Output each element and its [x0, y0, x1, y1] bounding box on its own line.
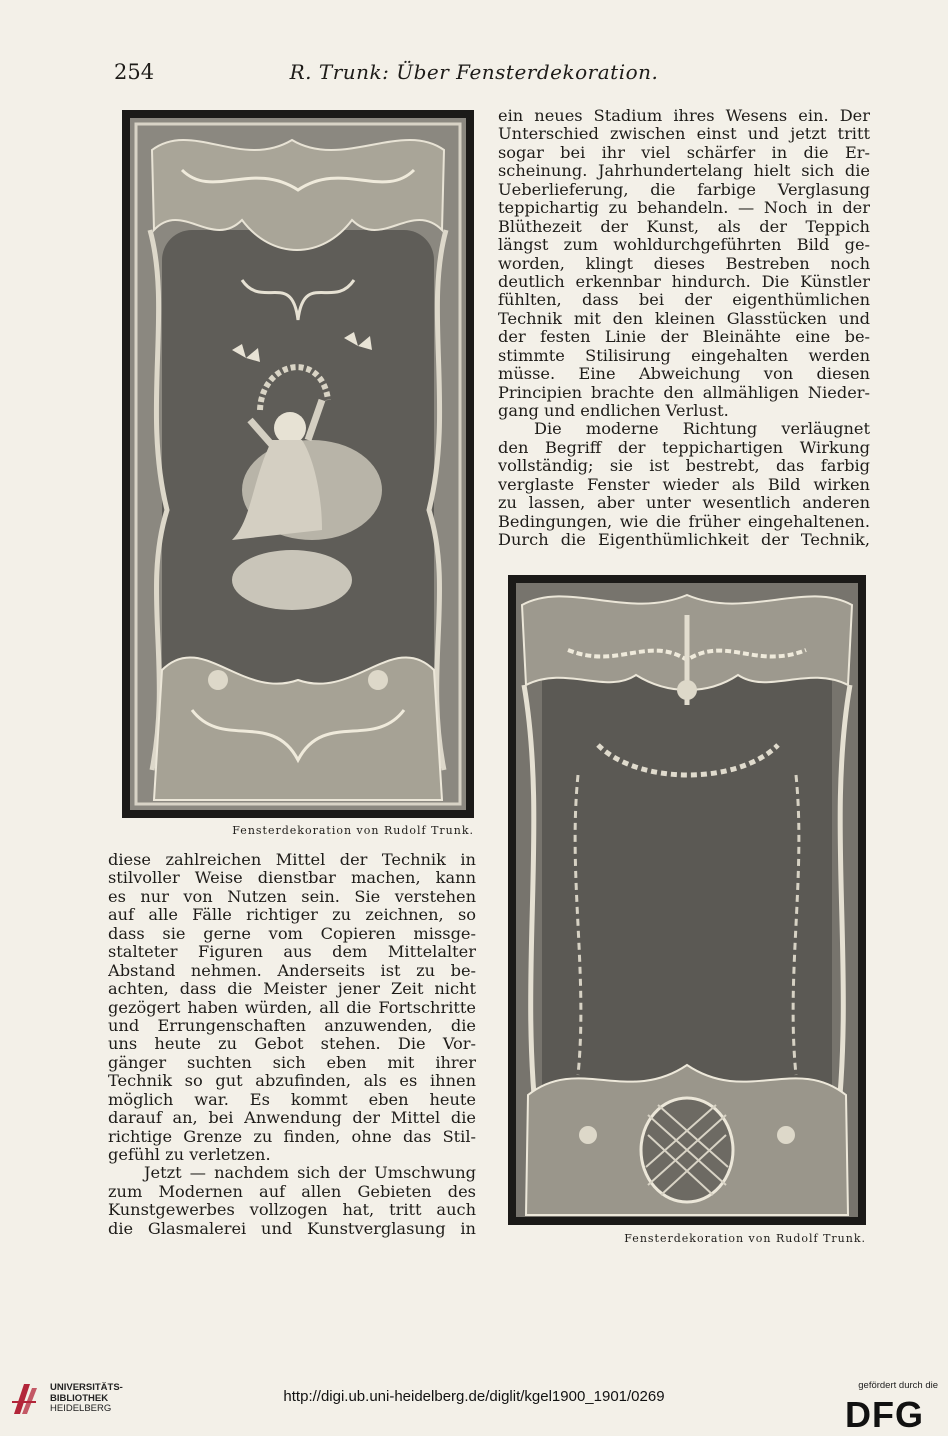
text-line: den Begriff der teppichartigen Wirkung [498, 438, 870, 457]
text-line: worden, klingt dieses Bestreben noch [498, 254, 870, 273]
text-line: richtige Grenze zu finden, ohne das Stil- [108, 1127, 476, 1146]
figure-right-window-decoration [508, 575, 866, 1225]
text-line: müsse. Eine Abweichung von diesen [498, 365, 870, 384]
text-line: vollständig; sie ist bestrebt, das farbig [498, 457, 870, 476]
text-line: Blüthezeit der Kunst, als der Teppich [498, 217, 870, 236]
text-line: die Glasmalerei und Kunstverglasung in [108, 1219, 476, 1238]
text-line: es nur von Nutzen sein. Sie verstehen [108, 887, 476, 906]
text-line: Ueberlieferung, die farbige Verglasung [498, 180, 870, 199]
right-plate-illustration [508, 575, 866, 1225]
text-line: deutlich erkennbar hindurch. Die Künstler [498, 272, 870, 291]
text-line: dass sie gerne vom Copieren missge- [108, 924, 476, 943]
library-line-1: UNIVERSITÄTS- [50, 1382, 123, 1393]
text-line: stimmte Stilisirung eingehalten werden [498, 346, 870, 365]
figure-right-caption: Fensterdekoration von Rudolf Trunk. [624, 1232, 866, 1245]
digital-object-url[interactable]: http://digi.ub.uni-heidelberg.de/diglit/kgel1900_1901/0269 [283, 1388, 665, 1405]
text-line: sogar bei ihr viel schärfer in die Er- [498, 143, 870, 162]
text-line: stilvoller Weise dienstbar machen, kann [108, 869, 476, 888]
text-line: Principien brachte den allmähligen Nieder- [498, 383, 870, 402]
text-line: auf alle Fälle richtiger zu zeichnen, so [108, 906, 476, 925]
text-line: Jetzt — nachdem sich der Umschwung [144, 1164, 476, 1183]
text-line: gänger suchten sich eben mit ihrer [108, 1053, 476, 1072]
figure-left-caption: Fensterdekoration von Rudolf Trunk. [232, 824, 474, 837]
text-line: diese zahlreichen Mittel der Technik in [108, 851, 476, 869]
text-line: fühlten, dass bei der eigenthümlichen [498, 291, 870, 310]
text-column-left [108, 851, 476, 1238]
text-line: längst zum wohldurchgeführten Bild ge- [498, 236, 870, 255]
text-line: Kunstgewerbes vollzogen hat, tritt auch [108, 1201, 476, 1220]
text-line: Technik so gut abzufinden, als es ihnen [108, 1072, 476, 1091]
text-line: zum Modernen auf allen Gebieten des [108, 1182, 476, 1201]
library-line-2: BIBLIOTHEK [50, 1392, 109, 1404]
library-line-3: HEIDELBERG [50, 1403, 112, 1414]
text-line: darauf an, bei Anwendung der Mittel die [108, 1109, 476, 1128]
text-line: Technik mit den kleinen Glasstücken und [498, 309, 870, 328]
text-line: stalteter Figuren aus dem Mittelalter [108, 943, 476, 962]
text-line: Durch die Eigenthümlichkeit der Technik, [498, 531, 870, 550]
text-line: und Errungenschaften anzuwenden, die [108, 1016, 476, 1035]
text-line: teppichartig zu behandeln. — Noch in der [498, 199, 870, 218]
text-line: Unterschied zwischen einst und jetzt tritt [498, 125, 870, 144]
figure-left-window-decoration [122, 110, 474, 818]
text-line: Abstand nehmen. Anderseits ist zu be- [108, 961, 476, 980]
text-line: gefühl zu verletzen. [108, 1146, 271, 1164]
text-line: der festen Linie der Bleinähte eine be- [498, 328, 870, 347]
left-plate-illustration [122, 110, 474, 818]
text-line: Bedingungen, wie die früher eingehaltenen. [498, 512, 870, 531]
dfg-logo[interactable]: DFG [845, 1394, 924, 1435]
text-line: gezögert haben würden, all die Fortschritte [108, 998, 476, 1017]
text-line: zu lassen, aber unter wesentlich anderen [498, 494, 870, 513]
text-line: Die moderne Richtung verläugnet [534, 420, 870, 439]
text-column-right [498, 107, 870, 550]
text-line: scheinung. Jahrhundertelang hielt sich die [498, 162, 870, 181]
text-line: uns heute zu Gebot stehen. Die Vor- [108, 1035, 476, 1054]
text-line: möglich war. Es kommt eben heute [108, 1090, 476, 1109]
text-line: verglaste Fenster wieder als Bild wirken [498, 475, 870, 494]
running-title: R. Trunk: Über Fensterdekoration. [289, 60, 659, 84]
text-line: ein neues Stadium ihres Wesens ein. Der [498, 107, 870, 125]
text-line: gang und endlichen Verlust. [498, 402, 729, 420]
text-line: achten, dass die Meister jener Zeit nicht [108, 980, 476, 999]
funded-by-label: gefördert durch die [858, 1380, 938, 1391]
page-number: 254 [114, 60, 155, 84]
